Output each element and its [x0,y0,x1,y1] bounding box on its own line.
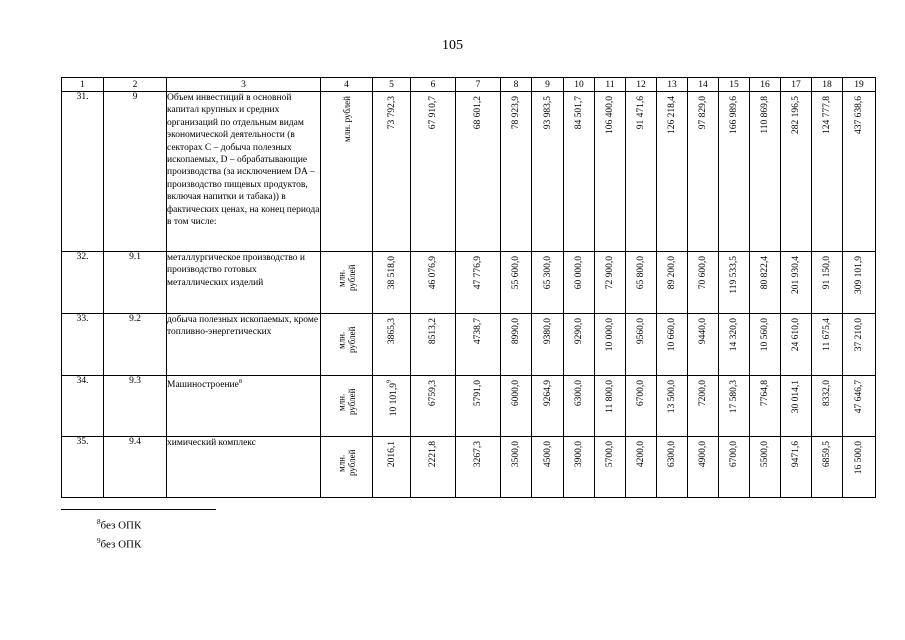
value-text [791,318,802,351]
value-number: 55 600,0 [510,256,521,290]
column-number-header: 8 [501,78,532,92]
value-number: 10 660,0 [666,318,677,352]
value-cell [564,314,595,376]
indicator-text: Объем инвестиций в основной капитал крупных и средних организаций по отдельным видам экономической деятельности (в секторах C – добыча полезных ископаемых, D – обрабатывающие производства (за исключением DA – производство пищевых продуктов, включая напитки и табака)) в фактических ценах, на конец периода [167,93,320,215]
value-number: 106 400,0 [604,96,615,134]
value-number: 73 792,3 [386,96,397,130]
value-text [698,441,709,467]
column-number-header: 17 [781,78,812,92]
value-cell [532,376,564,437]
value-text [428,318,439,344]
value-cell [626,314,657,376]
value-number: 37 210,0 [853,318,864,352]
value-number: 4900,0 [697,441,708,468]
value-number: 5791,0 [472,380,483,407]
value-cell [719,252,750,314]
value-cell [532,437,564,498]
column-number-header: 5 [373,78,411,92]
value-cell [688,252,719,314]
value-text [667,380,678,413]
column-number-header: 16 [750,78,781,92]
table-row [62,437,876,498]
table-row [62,314,876,376]
value-text [729,380,740,413]
value-text [760,256,771,289]
value-number: 9264,9 [542,380,553,407]
value-number: 60 000,0 [573,256,584,290]
value-number: 72 900,0 [604,256,615,290]
value-text [511,256,522,289]
value-text [760,380,771,406]
column-number-header: 7 [456,78,501,92]
value-text [854,96,865,134]
value-cell [456,437,501,498]
value-number: 65 800,0 [635,256,646,290]
value-number: 124 777,8 [821,96,832,134]
value-text [386,256,397,289]
indicator-text: Машиностроение [167,380,239,391]
value-text [791,256,802,294]
value-cell [719,92,750,252]
value-text [574,380,585,406]
table-row [62,92,876,252]
indicator-description [167,92,321,252]
value-number: 91 471,6 [635,96,646,130]
indicator-description [167,376,321,437]
value-text [605,441,616,467]
column-number-header: 1 [62,78,104,92]
unit-label: млн. рублей [336,449,357,477]
value-number: 93 983,5 [542,96,553,130]
value-cell [843,314,876,376]
value-cell [411,437,456,498]
value-cell [750,252,781,314]
value-number: 309 101,9 [853,256,864,294]
value-cell [657,437,688,498]
value-cell [373,437,411,498]
footnote [97,515,141,534]
column-number-header: 18 [812,78,843,92]
value-cell [719,314,750,376]
value-cell [595,314,626,376]
footnote-text: без ОПК [100,519,142,532]
column-number-header: 4 [321,78,373,92]
value-number: 3900,0 [573,441,584,468]
value-text [473,380,484,406]
value-text [542,380,553,406]
value-text [511,318,522,344]
value-number: 91 150,0 [821,256,832,290]
value-text [667,318,678,351]
value-cell [564,92,595,252]
value-cell [411,314,456,376]
value-number: 5500,0 [759,441,770,468]
row-number: 35. [62,437,104,498]
value-number: 119 533,5 [728,256,739,294]
value-number: 38 518,0 [386,256,397,290]
value-text [698,380,709,406]
indicator-description [167,252,321,314]
unit-label: млн. рублей [336,326,357,354]
value-text [511,380,522,406]
value-cell [688,376,719,437]
value-text [473,318,484,344]
value-text [473,256,484,289]
value-cell [411,252,456,314]
value-cell [750,437,781,498]
footnote-reference: 9 [386,380,393,383]
row-number: 33. [62,314,104,376]
value-text [729,96,740,134]
footnote-mark: 9 [97,536,101,545]
value-number: 11 800,0 [604,380,615,413]
value-text [854,318,865,351]
unit-cell [321,314,373,376]
value-number: 166 989,6 [728,96,739,134]
indicator-text: химический комплекс [167,438,256,448]
value-text [574,441,585,467]
value-cell [843,376,876,437]
value-text [729,256,740,294]
unit-cell [321,437,373,498]
value-cell [373,92,411,252]
footnote [97,534,141,553]
value-cell [626,437,657,498]
value-text [729,441,740,467]
value-number: 78 923,9 [510,96,521,130]
value-cell [456,252,501,314]
value-cell [750,314,781,376]
value-text [760,96,771,134]
value-number: 10 101,9 [388,383,399,417]
value-cell [781,314,812,376]
value-cell [501,314,532,376]
value-text [854,256,865,294]
value-cell [595,252,626,314]
column-number-header: 11 [595,78,626,92]
value-number: 84 501,7 [573,96,584,130]
value-number: 7764,8 [759,380,770,407]
value-text [791,96,802,134]
value-text [698,318,709,344]
value-cell [657,252,688,314]
row-number: 32. [62,252,104,314]
value-cell [688,437,719,498]
value-number: 4500,0 [542,441,553,468]
value-number: 13 500,0 [666,380,677,414]
value-cell [750,376,781,437]
value-number: 97 829,0 [697,96,708,130]
footnote-text: без ОПК [100,538,142,551]
column-number-header: 2 [104,78,167,92]
value-number: 126 218,4 [666,96,677,134]
value-number: 3500,0 [510,441,521,468]
value-text [428,256,439,289]
value-number: 80 822,4 [759,256,770,290]
value-text [636,96,647,129]
unit-cell [321,252,373,314]
value-number: 8513,2 [427,318,438,345]
value-cell [564,376,595,437]
value-text [605,256,616,289]
value-cell [456,314,501,376]
value-text [473,96,484,129]
value-text [542,96,553,129]
footnote-divider [61,509,216,510]
value-text [667,96,678,134]
value-number: 30 014,1 [790,380,801,414]
value-cell [373,252,411,314]
value-number: 282 196,5 [790,96,801,134]
value-number: 437 638,6 [853,96,864,134]
value-number: 3267,3 [472,441,483,468]
unit-label: млн. рублей [341,96,352,142]
value-cell [688,314,719,376]
value-number: 8332,0 [821,380,832,407]
value-cell [564,437,595,498]
value-text [511,441,522,467]
value-cell [456,376,501,437]
column-number-header: 12 [626,78,657,92]
value-cell [626,252,657,314]
value-text [822,256,833,289]
page-number: 105 [442,38,463,53]
value-number: 47 646,7 [853,380,864,414]
value-number: 89 200,0 [666,256,677,290]
value-cell [373,314,411,376]
value-text [791,441,802,467]
value-cell [501,252,532,314]
value-number: 70 600,0 [697,256,708,290]
value-cell [456,92,501,252]
value-text [822,96,833,134]
column-number-header: 6 [411,78,456,92]
value-number: 10 560,0 [759,318,770,352]
value-cell [812,252,843,314]
table-row [62,376,876,437]
value-number: 10 000,0 [604,318,615,352]
value-text [428,441,439,467]
value-cell [501,376,532,437]
column-number-header: 13 [657,78,688,92]
value-text [605,318,616,351]
value-number: 17 580,3 [728,380,739,414]
value-number: 2221,8 [427,441,438,468]
investment-table [61,77,876,498]
column-number-header: 15 [719,78,750,92]
value-cell [812,92,843,252]
indicator-code: 9.3 [104,376,167,437]
value-number: 4200,0 [635,441,646,468]
value-number: 46 076,9 [427,256,438,290]
value-text [667,256,678,289]
value-text [605,380,616,413]
value-text [729,318,740,351]
value-number: 11 675,4 [821,318,832,351]
value-text [636,380,647,406]
value-cell [812,437,843,498]
value-number: 6859,5 [821,441,832,468]
value-text [822,380,833,406]
value-number: 47 776,9 [472,256,483,290]
value-number: 16 500,0 [853,441,864,475]
value-number: 6759,3 [427,380,438,407]
value-cell [532,92,564,252]
unit-cell [321,92,373,252]
value-cell [657,314,688,376]
value-text [574,318,585,344]
value-number: 3865,3 [386,318,397,345]
value-number: 67 910,7 [427,96,438,130]
value-text [542,318,553,344]
value-cell [501,92,532,252]
value-number: 9440,0 [697,318,708,345]
value-number: 6300,0 [573,380,584,407]
value-text [698,256,709,289]
column-number-header: 9 [532,78,564,92]
indicator-description [167,314,321,376]
value-number: 5700,0 [604,441,615,468]
value-number: 8990,0 [510,318,521,345]
value-number: 9471,6 [790,441,801,468]
value-number: 9290,0 [573,318,584,345]
value-cell [595,92,626,252]
value-text [667,441,678,467]
value-number: 6700,0 [728,441,739,468]
value-cell [411,92,456,252]
value-text [386,318,397,344]
value-cell [501,437,532,498]
indicator-description [167,437,321,498]
value-number: 6700,0 [635,380,646,407]
column-number-header: 10 [564,78,595,92]
value-text [386,96,397,129]
value-number: 9560,0 [635,318,646,345]
value-cell [595,437,626,498]
column-number-header: 14 [688,78,719,92]
value-cell [781,252,812,314]
value-text [636,256,647,289]
indicator-code: 9.1 [104,252,167,314]
indicator-code: 9.2 [104,314,167,376]
value-text [698,96,709,129]
footnotes [97,515,141,552]
value-text [791,380,802,413]
indicator-code: 9 [104,92,167,252]
value-text [542,256,553,289]
value-text [511,96,522,129]
value-number: 4738,7 [472,318,483,345]
indicator-subtext: в том числе: [167,217,217,228]
column-number-header: 19 [843,78,876,92]
unit-cell [321,376,373,437]
value-cell [626,376,657,437]
value-text [760,441,771,467]
value-text [636,441,647,467]
value-text [760,318,771,351]
table-body [62,92,876,498]
value-number: 24 610,0 [790,318,801,352]
value-text [473,441,484,467]
value-text [854,441,865,474]
value-cell [657,92,688,252]
value-cell [719,376,750,437]
value-cell [781,437,812,498]
row-number: 31. [62,92,104,252]
value-cell [657,376,688,437]
value-cell [843,252,876,314]
value-text [822,318,833,351]
indicator-code: 9.4 [104,437,167,498]
table-header-row [62,78,876,92]
value-cell [373,376,411,437]
value-cell [843,437,876,498]
value-cell [750,92,781,252]
value-cell [532,252,564,314]
value-text [384,380,399,416]
value-cell [812,314,843,376]
value-number: 9380,0 [542,318,553,345]
value-cell [411,376,456,437]
value-number: 68 601,2 [472,96,483,130]
value-text [636,318,647,344]
footnote-reference: 8 [238,379,242,385]
value-text [605,96,616,134]
value-number: 201 930,4 [790,256,801,294]
row-number: 34. [62,376,104,437]
value-text [542,441,553,467]
indicator-text: металлургическое производство и производство готовых металлических изделий [167,253,305,288]
value-text [428,380,439,406]
unit-label: млн. рублей [336,388,357,416]
value-number: 14 320,0 [728,318,739,352]
table-row [62,252,876,314]
value-cell [688,92,719,252]
value-text [386,441,397,467]
value-cell [564,252,595,314]
value-cell [812,376,843,437]
value-cell [719,437,750,498]
value-number: 110 869,8 [759,96,770,134]
value-number: 6300,0 [666,441,677,468]
value-text [574,96,585,129]
value-number: 2016,1 [386,441,397,468]
value-number: 65 300,0 [542,256,553,290]
value-text [428,96,439,129]
value-text [822,441,833,467]
value-cell [532,314,564,376]
unit-label: млн. рублей [336,264,357,292]
value-cell [781,376,812,437]
value-number: 6000,0 [510,380,521,407]
value-cell [781,92,812,252]
value-cell [595,376,626,437]
column-number-header: 3 [167,78,321,92]
value-text [854,380,865,413]
value-text [574,256,585,289]
value-number: 7200,0 [697,380,708,407]
footnote-mark: 8 [97,518,101,526]
indicator-text: добыча полезных ископаемых, кроме топливно-энергетических [167,315,319,338]
value-cell [626,92,657,252]
value-cell [843,92,876,252]
